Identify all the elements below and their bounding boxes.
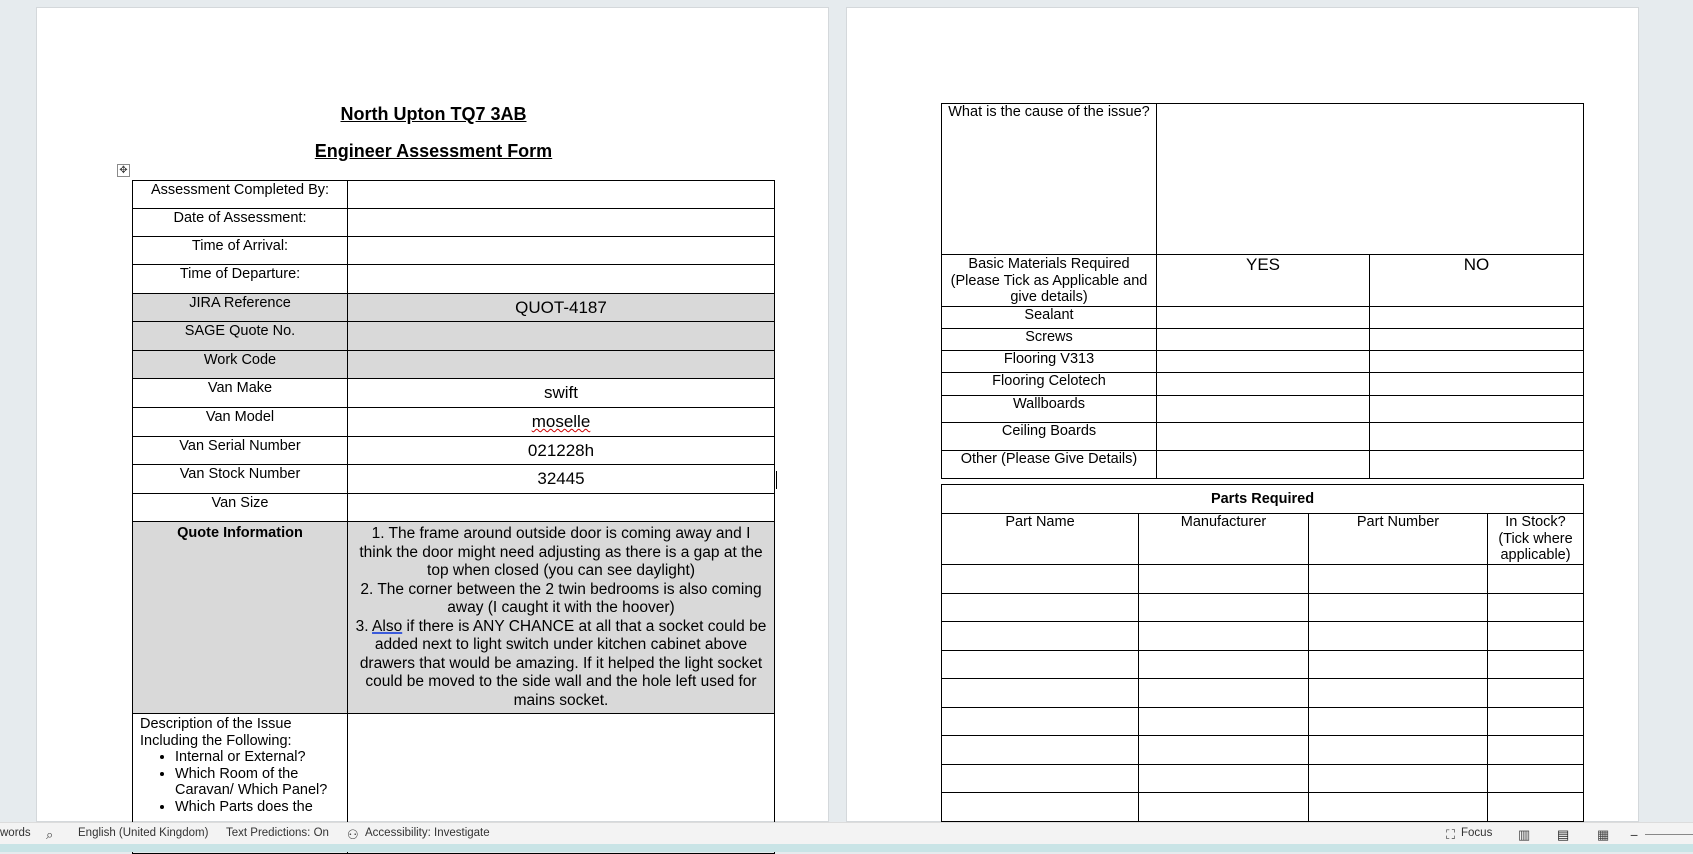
- part-name-cell[interactable]: [942, 593, 1139, 622]
- grammar-flag[interactable]: Also: [372, 617, 403, 635]
- field-value[interactable]: 021228h: [348, 437, 775, 465]
- focus-button[interactable]: Focus: [1461, 827, 1493, 839]
- part-name-cell[interactable]: [942, 650, 1139, 679]
- materials-table: [941, 103, 1584, 479]
- material-row: [942, 395, 1584, 422]
- field-value[interactable]: swift: [348, 379, 775, 408]
- material-yes-cell[interactable]: [1157, 450, 1370, 478]
- assessment-row: [133, 265, 775, 294]
- assessment-row: [133, 294, 775, 322]
- assessment-row: [133, 181, 775, 209]
- description-bullet: • Which Room of the Caravan/ Which Panel?: [175, 766, 340, 799]
- material-row: [942, 372, 1584, 395]
- parts-row: [942, 593, 1584, 622]
- material-name: Flooring Celotech: [942, 372, 1157, 395]
- parts-row: [942, 707, 1584, 736]
- table-move-handle-icon[interactable]: ✥: [117, 164, 130, 177]
- material-no-cell[interactable]: [1370, 395, 1584, 422]
- field-label: Van Make: [133, 379, 348, 408]
- read-mode-icon[interactable]: ▥: [1518, 827, 1531, 842]
- word-count[interactable]: words: [0, 827, 31, 839]
- parts-row: [942, 622, 1584, 651]
- material-no-cell[interactable]: [1370, 372, 1584, 395]
- assessment-row: [133, 437, 775, 465]
- status-bar: [0, 822, 1693, 844]
- field-label: SAGE Quote No.: [133, 322, 348, 351]
- material-name: Flooring V313: [942, 350, 1157, 372]
- material-yes-cell[interactable]: [1157, 328, 1370, 350]
- material-row: [942, 450, 1584, 478]
- text-cursor: [776, 471, 777, 489]
- manufacturer-cell[interactable]: [1139, 736, 1309, 765]
- zoom-out-icon[interactable]: −: [1630, 827, 1639, 843]
- material-yes-cell[interactable]: [1157, 422, 1370, 450]
- field-label: Van Size: [133, 494, 348, 522]
- field-value[interactable]: [348, 237, 775, 265]
- description-bullet: • Which Parts does the: [175, 799, 340, 816]
- description-bullet: • Internal or External?: [175, 749, 340, 766]
- print-layout-icon[interactable]: ▤: [1557, 827, 1570, 842]
- part-name-cell[interactable]: [942, 622, 1139, 651]
- parts-row: [942, 793, 1584, 822]
- assessment-row: [133, 465, 775, 494]
- in-stock-cell[interactable]: [1488, 622, 1584, 651]
- field-value[interactable]: [348, 494, 775, 522]
- assessment-row: [133, 237, 775, 265]
- part-name-cell[interactable]: [942, 736, 1139, 765]
- manufacturer-cell[interactable]: [1139, 793, 1309, 822]
- basic-materials-label: Basic Materials Required (Please Tick as Applicable and give details): [942, 255, 1157, 307]
- assessment-row: [133, 209, 775, 237]
- manufacturer-cell[interactable]: [1139, 593, 1309, 622]
- field-label: Work Code: [133, 351, 348, 379]
- in-stock-cell[interactable]: [1488, 707, 1584, 736]
- part-name-cell[interactable]: [942, 707, 1139, 736]
- field-value[interactable]: [348, 408, 775, 437]
- material-row: [942, 328, 1584, 350]
- parts-row: [942, 764, 1584, 793]
- assessment-row: [133, 351, 775, 379]
- part-number-cell[interactable]: [1309, 593, 1488, 622]
- assessment-row: [133, 408, 775, 437]
- manufacturer-cell[interactable]: [1139, 622, 1309, 651]
- quote-line-2: 2. The corner between the 2 twin bedrooms is also coming away (I caught it with the hoover): [360, 580, 762, 616]
- in-stock-header: In Stock? (Tick where applicable): [1488, 514, 1584, 565]
- in-stock-cell[interactable]: [1488, 650, 1584, 679]
- part-number-cell[interactable]: [1309, 793, 1488, 822]
- yes-header: YES: [1157, 255, 1370, 307]
- field-value[interactable]: QUOT-4187: [348, 294, 775, 322]
- field-value[interactable]: [348, 209, 775, 237]
- material-yes-cell[interactable]: [1157, 395, 1370, 422]
- assessment-table: [132, 180, 775, 854]
- parts-required-heading: Parts Required: [942, 485, 1584, 514]
- manufacturer-cell[interactable]: [1139, 764, 1309, 793]
- parts-table: [941, 484, 1584, 846]
- part-name-cell[interactable]: [942, 565, 1139, 594]
- spelling-flag[interactable]: moselle: [531, 412, 591, 431]
- quote-line-1: 1. The frame around outside door is coming away and I think the door might need adjusting as there is a gap at the top when closed (you can see daylight): [359, 525, 763, 579]
- part-number-header: Part Number: [1309, 514, 1488, 565]
- in-stock-cell[interactable]: [1488, 565, 1584, 594]
- quote-line-3-text: if there is ANY CHANCE at all that a socket could be added next to light switch under kitchen cabinet above drawers that would be amazing. If it helped the light socket could be moved to the side wall and the hole left used for mains socket.: [359, 617, 767, 709]
- field-label: Time of Departure:: [133, 265, 348, 294]
- material-no-cell[interactable]: [1370, 328, 1584, 350]
- quote-line-3: [354, 618, 768, 711]
- taskbar-strip: [0, 844, 1693, 852]
- material-name: Sealant: [942, 306, 1157, 328]
- document-page-1: [36, 7, 829, 822]
- no-header: NO: [1370, 255, 1584, 307]
- accessibility-indicator[interactable]: Accessibility: Investigate: [365, 827, 490, 839]
- field-label: Time of Arrival:: [133, 237, 348, 265]
- field-label: Van Stock Number: [133, 465, 348, 494]
- part-number-cell[interactable]: [1309, 565, 1488, 594]
- text-predictions-indicator[interactable]: Text Predictions: On: [226, 827, 329, 839]
- language-indicator[interactable]: English (United Kingdom): [78, 827, 209, 839]
- in-stock-cell[interactable]: [1488, 736, 1584, 765]
- part-name-header: Part Name: [942, 514, 1139, 565]
- manufacturer-cell[interactable]: [1139, 707, 1309, 736]
- field-value[interactable]: [348, 265, 775, 294]
- part-number-cell[interactable]: [1309, 764, 1488, 793]
- parts-row: [942, 565, 1584, 594]
- part-number-cell[interactable]: [1309, 679, 1488, 708]
- cause-cell[interactable]: [1157, 104, 1584, 255]
- material-name: Other (Please Give Details): [942, 450, 1157, 478]
- field-label: Assessment Completed By:: [133, 181, 348, 209]
- part-number-cell[interactable]: [1309, 707, 1488, 736]
- material-name: Wallboards: [942, 395, 1157, 422]
- field-value[interactable]: [348, 351, 775, 379]
- material-no-cell[interactable]: [1370, 350, 1584, 372]
- quote-info-label: Quote Information: [133, 522, 348, 714]
- part-name-cell[interactable]: [942, 793, 1139, 822]
- manufacturer-cell[interactable]: [1139, 565, 1309, 594]
- material-name: Ceiling Boards: [942, 422, 1157, 450]
- field-value[interactable]: 32445: [348, 465, 775, 494]
- manufacturer-cell[interactable]: [1139, 679, 1309, 708]
- part-name-cell[interactable]: [942, 679, 1139, 708]
- accessibility-icon[interactable]: ⚇: [347, 827, 359, 842]
- material-yes-cell[interactable]: [1157, 306, 1370, 328]
- in-stock-cell[interactable]: [1488, 679, 1584, 708]
- cause-label: What is the cause of the issue?: [942, 104, 1157, 255]
- address-heading: North Upton TQ7 3AB: [340, 104, 527, 124]
- material-no-cell[interactable]: [1370, 450, 1584, 478]
- quote-line-3-number: 3.: [355, 617, 373, 635]
- manufacturer-header: Manufacturer: [1139, 514, 1309, 565]
- manufacturer-cell[interactable]: [1139, 650, 1309, 679]
- field-label: JIRA Reference: [133, 294, 348, 322]
- field-value[interactable]: [348, 322, 775, 351]
- description-bullets: [140, 749, 340, 815]
- description-heading: Description of the Issue Including the Following:: [140, 716, 292, 749]
- part-number-cell[interactable]: [1309, 736, 1488, 765]
- material-no-cell[interactable]: [1370, 422, 1584, 450]
- parts-row: [942, 650, 1584, 679]
- quote-info-text[interactable]: [348, 522, 775, 714]
- part-name-cell[interactable]: [942, 764, 1139, 793]
- parts-row: [942, 679, 1584, 708]
- focus-icon[interactable]: ⛶: [1446, 827, 1456, 842]
- material-row: [942, 306, 1584, 328]
- assessment-row: [133, 322, 775, 351]
- in-stock-cell[interactable]: [1488, 764, 1584, 793]
- field-label: Van Serial Number: [133, 437, 348, 465]
- assessment-row: [133, 494, 775, 522]
- web-layout-icon[interactable]: ▦: [1597, 827, 1610, 842]
- in-stock-cell[interactable]: [1488, 793, 1584, 822]
- part-number-cell[interactable]: [1309, 650, 1488, 679]
- material-row: [942, 350, 1584, 372]
- assessment-row: [133, 379, 775, 408]
- material-name: Screws: [942, 328, 1157, 350]
- material-no-cell[interactable]: [1370, 306, 1584, 328]
- in-stock-cell[interactable]: [1488, 593, 1584, 622]
- parts-row: [942, 736, 1584, 765]
- form-title: Engineer Assessment Form: [314, 141, 553, 161]
- zoom-slider[interactable]: [1645, 834, 1693, 835]
- part-number-cell[interactable]: [1309, 622, 1488, 651]
- proofing-icon[interactable]: ⌕: [46, 827, 54, 842]
- material-yes-cell[interactable]: [1157, 350, 1370, 372]
- material-yes-cell[interactable]: [1157, 372, 1370, 395]
- field-value[interactable]: [348, 181, 775, 209]
- material-row: [942, 422, 1584, 450]
- document-page-2: [846, 7, 1639, 822]
- field-label: Date of Assessment:: [133, 209, 348, 237]
- field-label: Van Model: [133, 408, 348, 437]
